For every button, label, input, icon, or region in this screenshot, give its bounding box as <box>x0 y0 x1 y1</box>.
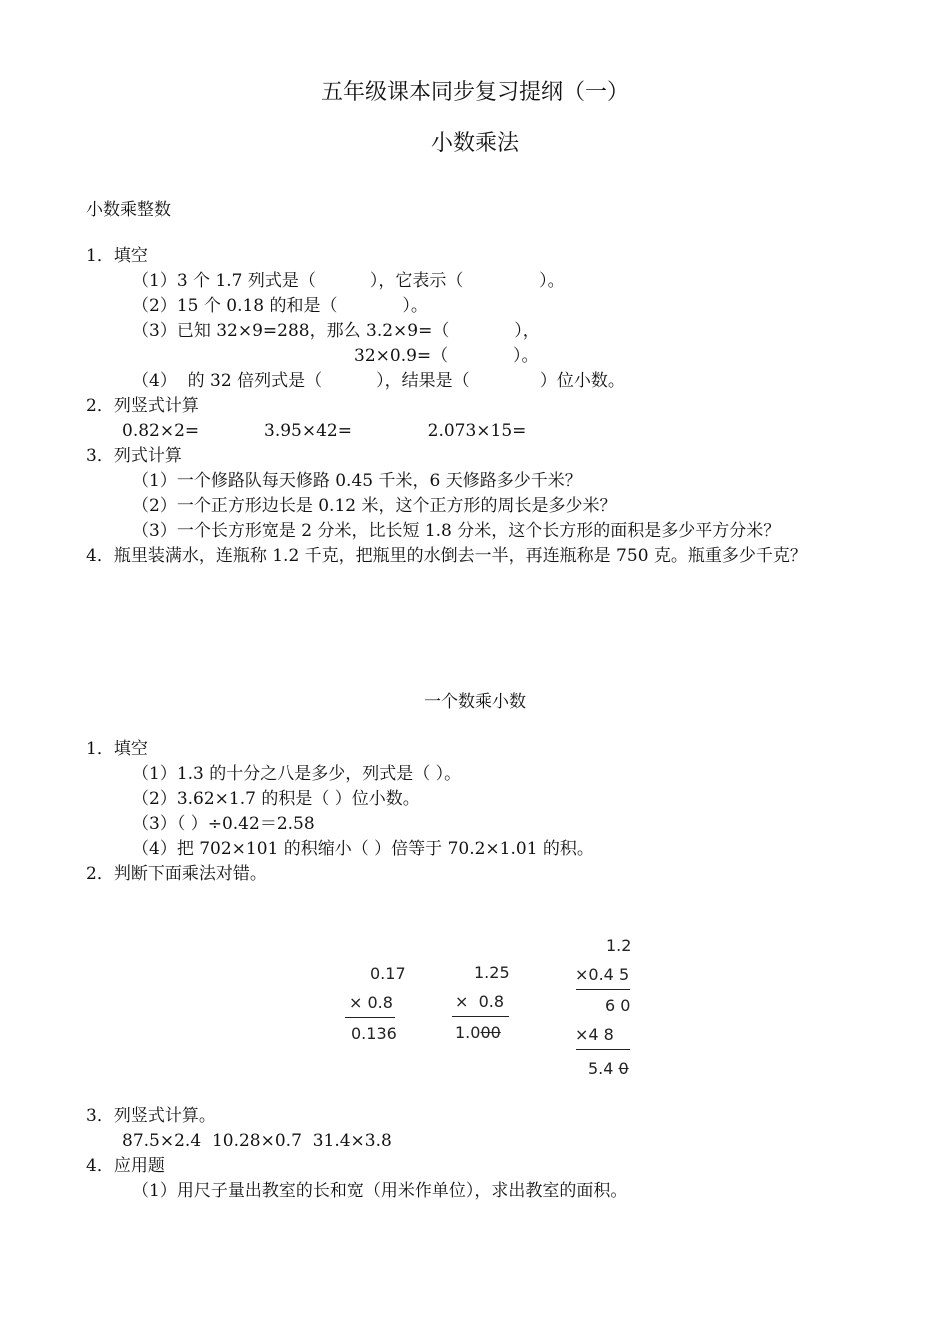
q4-bottle-problem: 4．瓶里装满水，连瓶称 1.2 千克，把瓶里的水倒去一半，再连瓶称是 750 克。瓶重多少千克？ <box>86 546 807 566</box>
calc3-top: 1.2 <box>606 936 632 955</box>
s2-q1-item-3: （3）（ ）÷0.42＝2.58 <box>132 814 315 834</box>
s2-q1-fill-blank: 1．填空 <box>86 739 148 759</box>
calc3-result: 5.4 0 <box>588 1059 629 1078</box>
s2-q1-item-2: （2）3.62×1.7 的积是（ ）位小数。 <box>132 789 420 809</box>
q1-item-3-cont: 32×0.9=（ ）。 <box>354 346 539 366</box>
s2-q4-application: 4．应用题 <box>86 1156 165 1176</box>
calc3-strike-digit: 0 <box>618 1059 629 1078</box>
q3-item-1: （1）一个修路队每天修路 0.45 千米，6 天修路多少千米？ <box>132 471 582 491</box>
q1-item-3: （3）已知 32×9=288，那么 3.2×9=（ ）， <box>132 321 540 341</box>
q1-item-4: （4） 的 32 倍列式是（ ），结果是（ ）位小数。 <box>132 371 625 391</box>
calc3-partial: 6 0 <box>605 996 631 1015</box>
s2-q4-item-1: （1）用尺子量出教室的长和宽（用米作单位），求出教室的面积。 <box>132 1181 628 1201</box>
q1-item-1: （1）3 个 1.7 列式是（ ），它表示（ ）。 <box>132 271 565 291</box>
s2-q1-item-4: （4）把 702×101 的积缩小（ ）倍等于 70.2×1.01 的积。 <box>132 839 594 859</box>
q3-item-3: （3）一个长方形宽是 2 分米，比长短 1.8 分米，这个长方形的面积是多少平方分米？ <box>132 521 781 541</box>
calc2-rule <box>452 1016 509 1017</box>
s2-q1-item-1: （1）1.3 的十分之八是多少，列式是（ ）。 <box>132 764 462 784</box>
calc3-partial-2: ×4 8 <box>575 1025 614 1044</box>
calc2-multiplier: × 0.8 <box>455 992 505 1011</box>
calc3-multiplier: ×0.4 5 <box>575 965 630 984</box>
q2-problems: 0.82×2= 3.95×42= 2.073×15= <box>122 421 527 441</box>
calc2-strike-digit: 0 <box>490 1023 501 1042</box>
calc3-rule-2 <box>576 1049 630 1050</box>
q3-expression-calc: 3．列式计算 <box>86 446 182 466</box>
s2-q3-problems: 87.5×2.4 10.28×0.7 31.4×3.8 <box>122 1131 392 1151</box>
q1-fill-blank: 1．填空 <box>86 246 148 266</box>
calc3-rule-1 <box>576 989 630 990</box>
calc1-top: 0.17 <box>370 964 406 983</box>
q2-vertical-calc: 2．列竖式计算 <box>86 396 199 416</box>
calc1-result: 0.136 <box>351 1024 397 1043</box>
s2-q2-judge: 2．判断下面乘法对错。 <box>86 864 267 884</box>
calc2-result: 1.000 <box>455 1023 501 1042</box>
s2-q3-vertical-calc: 3．列竖式计算。 <box>86 1106 216 1126</box>
calc1-multiplier: × 0.8 <box>349 993 393 1012</box>
page-subtitle: 小数乘法 <box>430 131 519 156</box>
section-heading-decimal: 一个数乘小数 <box>424 692 526 712</box>
q3-item-2: （2）一个正方形边长是 0.12 米，这个正方形的周长是多少米？ <box>132 496 617 516</box>
q1-item-2: （2）15 个 0.18 的和是（ ）。 <box>132 296 428 316</box>
calc2-top: 1.25 <box>474 963 510 982</box>
section-heading-integer: 小数乘整数 <box>86 200 171 220</box>
calc2-strike-digit: 0 <box>480 1023 491 1042</box>
page-title: 五年级课本同步复习提纲（一） <box>320 80 629 105</box>
calc1-rule <box>345 1017 395 1018</box>
